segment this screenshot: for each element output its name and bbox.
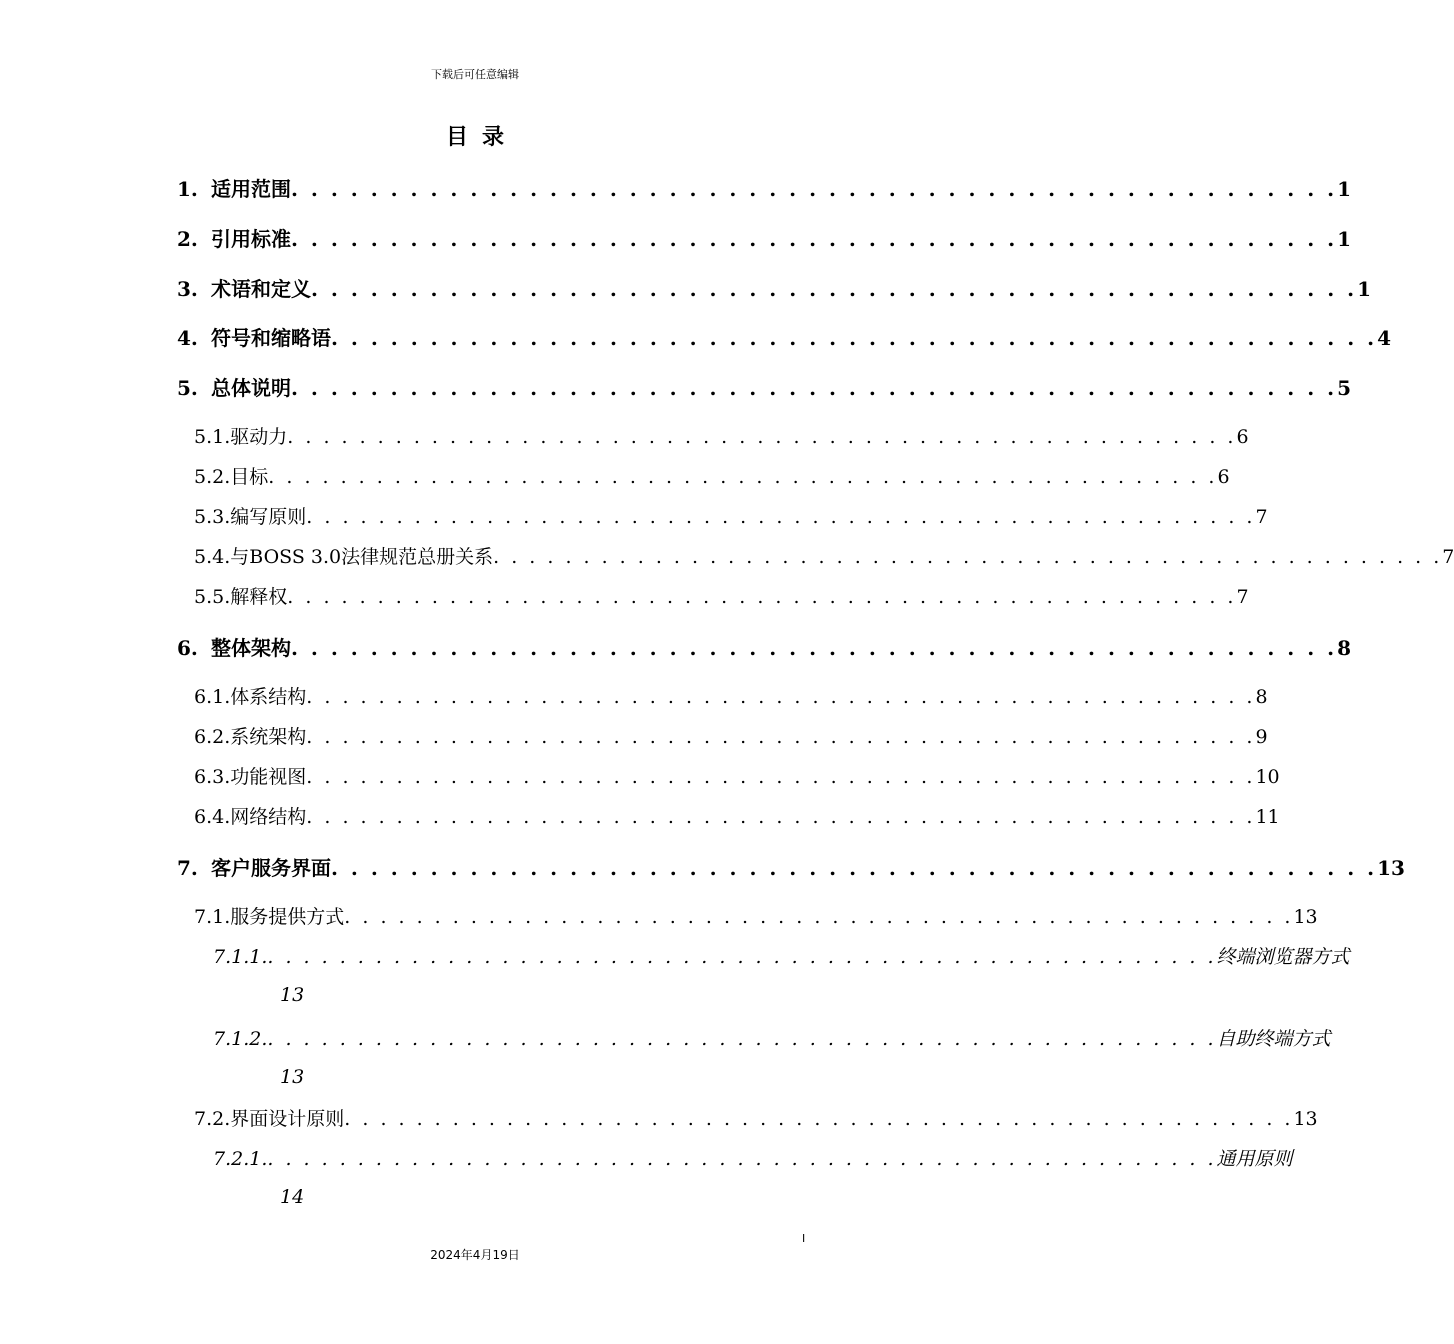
toc-entry-number: 5.3. <box>194 506 231 528</box>
toc-entry-title: 驱动力 <box>230 426 288 448</box>
toc-entry-7-2-1[interactable] <box>213 1144 1293 1172</box>
toc-entry-title: 解释权 <box>230 586 288 608</box>
toc-leader-dots: . . . . . . . . . . . . . . . . . . . . . . . . . . . . . . . . . . . . . . . . . . . . . . . . . . . . . <box>287 426 1237 448</box>
toc-entry-3[interactable] <box>177 273 1372 303</box>
toc-entry-title: 整体架构 <box>211 636 291 660</box>
toc-entry-title: 系统架构 <box>230 726 307 748</box>
toc-leader-dots: . . . . . . . . . . . . . . . . . . . . . . . . . . . . . . . . . . . . . . . . . . . . . . . . . . . . . <box>331 326 1378 350</box>
toc-leader-dots: . . . . . . . . . . . . . . . . . . . . . . . . . . . . . . . . . . . . . . . . . . . . . . . . . . . . . <box>291 636 1338 660</box>
toc-entry-page: 10 <box>1255 766 1280 788</box>
toc-entry-number: 7.1.2. <box>213 1028 268 1050</box>
toc-entry-page: 6 <box>1236 426 1249 448</box>
toc-entry-page: 13 <box>1293 906 1318 928</box>
toc-entry-7-2[interactable] <box>194 1104 1318 1132</box>
toc-entry-number: 6.1. <box>194 686 231 708</box>
toc-leader-dots: . . . . . . . . . . . . . . . . . . . . . . . . . . . . . . . . . . . . . . . . . . . . . . . . . . . . . <box>344 906 1294 928</box>
toc-entry-number: 5.2. <box>194 466 231 488</box>
toc-leader-dots: . . . . . . . . . . . . . . . . . . . . . . . . . . . . . . . . . . . . . . . . . . . . . . . . . . . . . <box>291 177 1338 201</box>
toc-entry-2[interactable] <box>177 223 1352 253</box>
toc-entry-number: 6.2. <box>194 726 231 748</box>
toc-leader-dots: . . . . . . . . . . . . . . . . . . . . . . . . . . . . . . . . . . . . . . . . . . . . . . . . . . . . . <box>268 466 1218 488</box>
header-note: 下载后可任意编辑 <box>431 68 519 81</box>
toc-leader-dots: . . . . . . . . . . . . . . . . . . . . . . . . . . . . . . . . . . . . . . . . . . . . . . . . . . . . . <box>291 227 1338 251</box>
toc-entry-7-1[interactable] <box>194 902 1318 930</box>
toc-entry-5[interactable] <box>177 372 1352 402</box>
toc-entry-5-5[interactable] <box>194 582 1249 610</box>
toc-entry-6-3[interactable] <box>194 762 1280 790</box>
toc-entry-page: 8 <box>1337 636 1352 660</box>
toc-entry-page: 8 <box>1255 686 1268 708</box>
toc-entry-1[interactable] <box>177 173 1352 203</box>
toc-entry-7-1-1[interactable] <box>213 942 1350 970</box>
toc-entry-title: 自助终端方式 <box>1216 1028 1331 1050</box>
toc-leader-dots: . . . . . . . . . . . . . . . . . . . . . . . . . . . . . . . . . . . . . . . . . . . . . . . . . . . . . <box>311 277 1358 301</box>
toc-entry-5-1[interactable] <box>194 422 1249 450</box>
toc-entry-page: 7 <box>1442 546 1454 568</box>
toc-entry-page: 13 <box>280 1066 305 1088</box>
toc-entry-7[interactable] <box>177 852 1405 882</box>
toc-entry-title: 与BOSS 3.0法律规范总册关系 <box>230 546 494 568</box>
toc-entry-page: 9 <box>1255 726 1268 748</box>
toc-entry-title: 编写原则 <box>230 506 307 528</box>
toc-entry-number: 3. <box>177 277 198 301</box>
toc-entry-page: 4 <box>1377 326 1392 350</box>
toc-entry-number: 6.3. <box>194 766 231 788</box>
toc-entry-page: 7 <box>1255 506 1268 528</box>
toc-entry-number: 5. <box>177 376 198 400</box>
toc-entry-6-4[interactable] <box>194 802 1280 830</box>
page-number: I <box>802 1232 806 1245</box>
toc-entry-page: 13 <box>1377 856 1405 880</box>
toc-leader-dots: . . . . . . . . . . . . . . . . . . . . . . . . . . . . . . . . . . . . . . . . . . . . . . . . . . . . . <box>267 1148 1217 1170</box>
toc-entry-6-1[interactable] <box>194 682 1268 710</box>
toc-entry-number: 5.1. <box>194 426 231 448</box>
footer-date: 2024年4月19日 <box>430 1248 520 1262</box>
toc-entry-page: 5 <box>1337 376 1352 400</box>
toc-leader-dots: . . . . . . . . . . . . . . . . . . . . . . . . . . . . . . . . . . . . . . . . . . . . . . . . . . . . . <box>306 686 1256 708</box>
toc-entry-number: 7.1.1. <box>213 946 268 968</box>
toc-entry-title: 术语和定义 <box>211 277 311 301</box>
toc-entry-number: 7.2.1. <box>213 1148 268 1170</box>
toc-entry-5-4[interactable] <box>194 542 1454 570</box>
toc-entry-6[interactable] <box>177 632 1352 662</box>
toc-entry-title: 适用范围 <box>211 177 291 201</box>
toc-entry-title: 通用原则 <box>1216 1148 1293 1170</box>
toc-entry-page: 14 <box>280 1186 305 1208</box>
toc-entry-page: 13 <box>280 984 305 1006</box>
toc-entry-page: 11 <box>1255 806 1280 828</box>
toc-entry-title: 终端浏览器方式 <box>1216 946 1350 968</box>
toc-entry-number: 7. <box>177 856 198 880</box>
toc-leader-dots: . . . . . . . . . . . . . . . . . . . . . . . . . . . . . . . . . . . . . . . . . . . . . . . . . . . . . <box>291 376 1338 400</box>
toc-entry-title: 目标 <box>230 466 269 488</box>
toc-entry-number: 7.2. <box>194 1108 231 1130</box>
toc-leader-dots: . . . . . . . . . . . . . . . . . . . . . . . . . . . . . . . . . . . . . . . . . . . . . . . . . . . . . <box>306 726 1256 748</box>
toc-leader-dots: . . . . . . . . . . . . . . . . . . . . . . . . . . . . . . . . . . . . . . . . . . . . . . . . . . . . . <box>306 806 1256 828</box>
toc-entry-page: 7 <box>1236 586 1249 608</box>
toc-leader-dots: . . . . . . . . . . . . . . . . . . . . . . . . . . . . . . . . . . . . . . . . . . . . . . . . . . . . . <box>267 946 1217 968</box>
toc-entry-title: 符号和缩略语 <box>211 326 331 350</box>
toc-entry-title: 总体说明 <box>211 376 291 400</box>
toc-title: 目录 <box>445 124 518 150</box>
toc-entry-page: 13 <box>1293 1108 1318 1130</box>
toc-leader-dots: . . . . . . . . . . . . . . . . . . . . . . . . . . . . . . . . . . . . . . . . . . . . . . . . . . . . . <box>306 766 1256 788</box>
toc-leader-dots: . . . . . . . . . . . . . . . . . . . . . . . . . . . . . . . . . . . . . . . . . . . . . . . . . . . . . <box>306 506 1256 528</box>
toc-entry-number: 1. <box>177 177 198 201</box>
toc-entry-number: 6. <box>177 636 198 660</box>
toc-entry-page: 1 <box>1337 177 1352 201</box>
toc-entry-number: 5.5. <box>194 586 231 608</box>
toc-leader-dots: . . . . . . . . . . . . . . . . . . . . . . . . . . . . . . . . . . . . . . . . . . . . . . . . . . . . . <box>267 1028 1217 1050</box>
toc-entry-number: 7.1. <box>194 906 231 928</box>
toc-entry-page: 1 <box>1357 277 1372 301</box>
toc-leader-dots: . . . . . . . . . . . . . . . . . . . . . . . . . . . . . . . . . . . . . . . . . . . . . . . . . . . . . <box>331 856 1378 880</box>
toc-entry-number: 5.4. <box>194 546 231 568</box>
toc-entry-title: 客户服务界面 <box>211 856 331 880</box>
toc-leader-dots: . . . . . . . . . . . . . . . . . . . . . . . . . . . . . . . . . . . . . . . . . . . . . . . . . . . . . <box>493 546 1443 568</box>
toc-entry-title: 体系结构 <box>230 686 307 708</box>
toc-entry-6-2[interactable] <box>194 722 1268 750</box>
toc-entry-title: 引用标准 <box>211 227 291 251</box>
toc-leader-dots: . . . . . . . . . . . . . . . . . . . . . . . . . . . . . . . . . . . . . . . . . . . . . . . . . . . . . <box>287 586 1237 608</box>
toc-entry-number: 4. <box>177 326 198 350</box>
toc-entry-title: 界面设计原则 <box>230 1108 345 1130</box>
toc-entry-number: 2. <box>177 227 198 251</box>
toc-entry-page: 6 <box>1217 466 1230 488</box>
toc-entry-page: 1 <box>1337 227 1352 251</box>
toc-entry-5-2[interactable] <box>194 462 1230 490</box>
toc-entry-title: 服务提供方式 <box>230 906 345 928</box>
toc-entry-number: 6.4. <box>194 806 231 828</box>
toc-entry-7-1-2[interactable] <box>213 1024 1331 1052</box>
toc-entry-title: 网络结构 <box>230 806 307 828</box>
toc-entry-5-3[interactable] <box>194 502 1268 530</box>
toc-entry-4[interactable] <box>177 322 1392 352</box>
toc-entry-title: 功能视图 <box>230 766 307 788</box>
toc-leader-dots: . . . . . . . . . . . . . . . . . . . . . . . . . . . . . . . . . . . . . . . . . . . . . . . . . . . . . <box>344 1108 1294 1130</box>
